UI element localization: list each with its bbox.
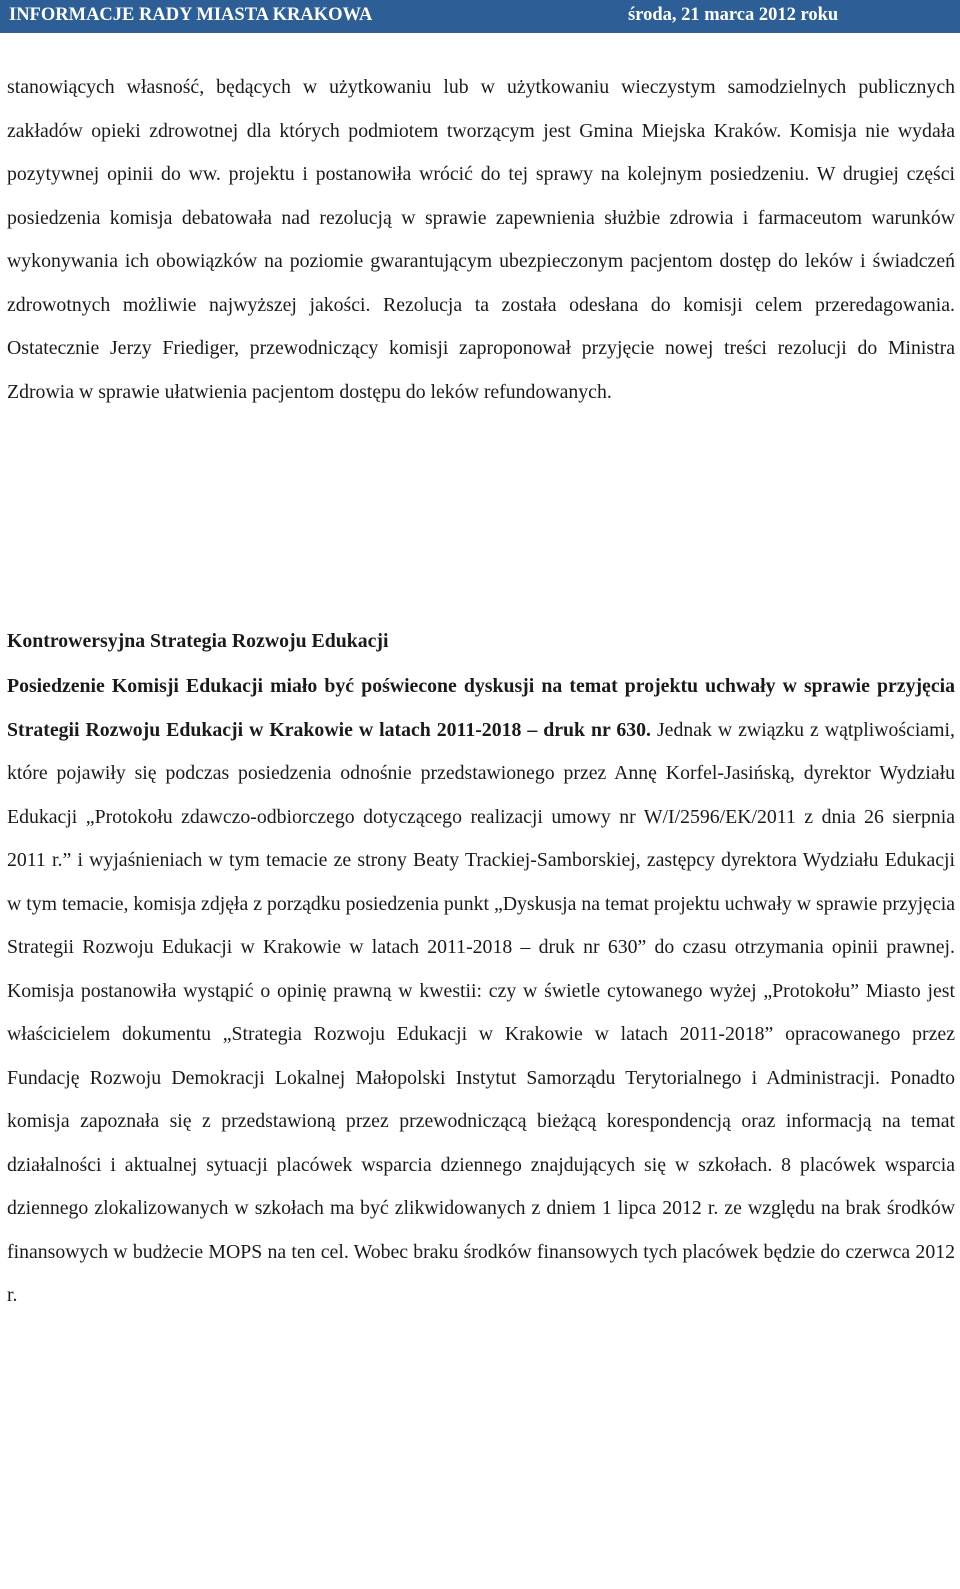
paragraph-body: Jednak w związku z wątpliwościami, które pojawiły się podczas posiedzenia odnośnie przedstawionego przez Annę Korfel-Jasińską, dyrektor Wydziału Edukacji „Protokołu zdawczo-odbiorczego dotyczącego realizacji umowy nr W/I/2596/EK/2011 z dnia 26 sierpnia 2011 r.” i wyjaśnieniach w tym temacie ze strony Beaty Trackiej-Samborskiej, zastępcy dyrektora Wydziału Edukacji w tym temacie, komisja zdjęła z porządku posiedzenia punkt „Dyskusja na temat projektu uchwały w sprawie przyjęcia Strategii Rozwoju Edukacji w Krakowie w latach 2011-2018 – druk nr 630” do czasu otrzymania opinii prawnej. Komisja postanowiła wystąpić o opinię prawną w kwestii: czy w świetle cytowanego wyżej „Protokołu” Miasto jest właścicielem dokumentu „Strategia Rozwoju Edukacji w Krakowie w latach 2011-2018” opracowanego przez Fundację Rozwoju Demokracji Lokalnej Małopolski Instytut Samorządu Terytorialnego i Administracji. Ponadto komisja zapoznała się z przedstawioną przez przewodniczącą bieżącą korespondencją oraz informacją na temat działalności i aktualnej sytuacji placówek wsparcia dziennego znajdujących się w szkołach. 8 placówek wsparcia dziennego zlokalizowanych w szkołach ma być zlikwidowanych z dniem 1 lipca 2012 r. ze względu na brak środków finansowych w budżecie MOPS na ten cel. Wobec braku środków finansowych tych placówek będzie do czerwca 2012 r. [7,718,955,1306]
paragraph-lead-bold: Posiedzenie Komisji Edukacji miało być poświecone dyskusji na temat projektu uchwały w sprawie przyjęcia Strategii Rozwoju Edukacji w Krakowie w latach 2011-2018 – druk nr 630. [7,675,955,741]
section-education-committee [7,665,955,1318]
paragraph-education-committee [7,665,955,1318]
page-header [0,0,960,33]
section-heading-education-strategy: Kontrowersyjna Strategia Rozwoju Edukacji [7,630,389,652]
publication-date: środa, 21 marca 2012 roku [628,5,839,25]
publication-title: INFORMACJE RADY MIASTA KRAKOWA [9,5,373,25]
paragraph-health-committee: stanowiących własność, będących w użytkowaniu lub w użytkowaniu wieczystym samodzielnych publicznych zakładów opieki zdrowotnej dla których podmiotem tworzącym jest Gmina Miejska Kraków. Komisja nie wydała pozytywnej opinii do ww. projektu i postanowiła wrócić do tej sprawy na kolejnym posiedzeniu. W drugiej części posiedzenia komisja debatowała nad rezolucją w sprawie zapewnienia służbie zdrowia i farmaceutom warunków wykonywania ich obowiązków na poziomie gwarantującym ubezpieczonym pacjentom dostęp do leków i świadczeń zdrowotnych możliwie najwyższej jakości. Rezolucja ta została odesłana do komisji celem przeredagowania. Ostatecznie Jerzy Friediger, przewodniczący komisji zaproponował przyjęcie nowej treści rezolucji do Ministra Zdrowia w sprawie ułatwienia pacjentom dostępu do leków refundowanych. [7,76,955,403]
section-health-committee [7,66,955,414]
